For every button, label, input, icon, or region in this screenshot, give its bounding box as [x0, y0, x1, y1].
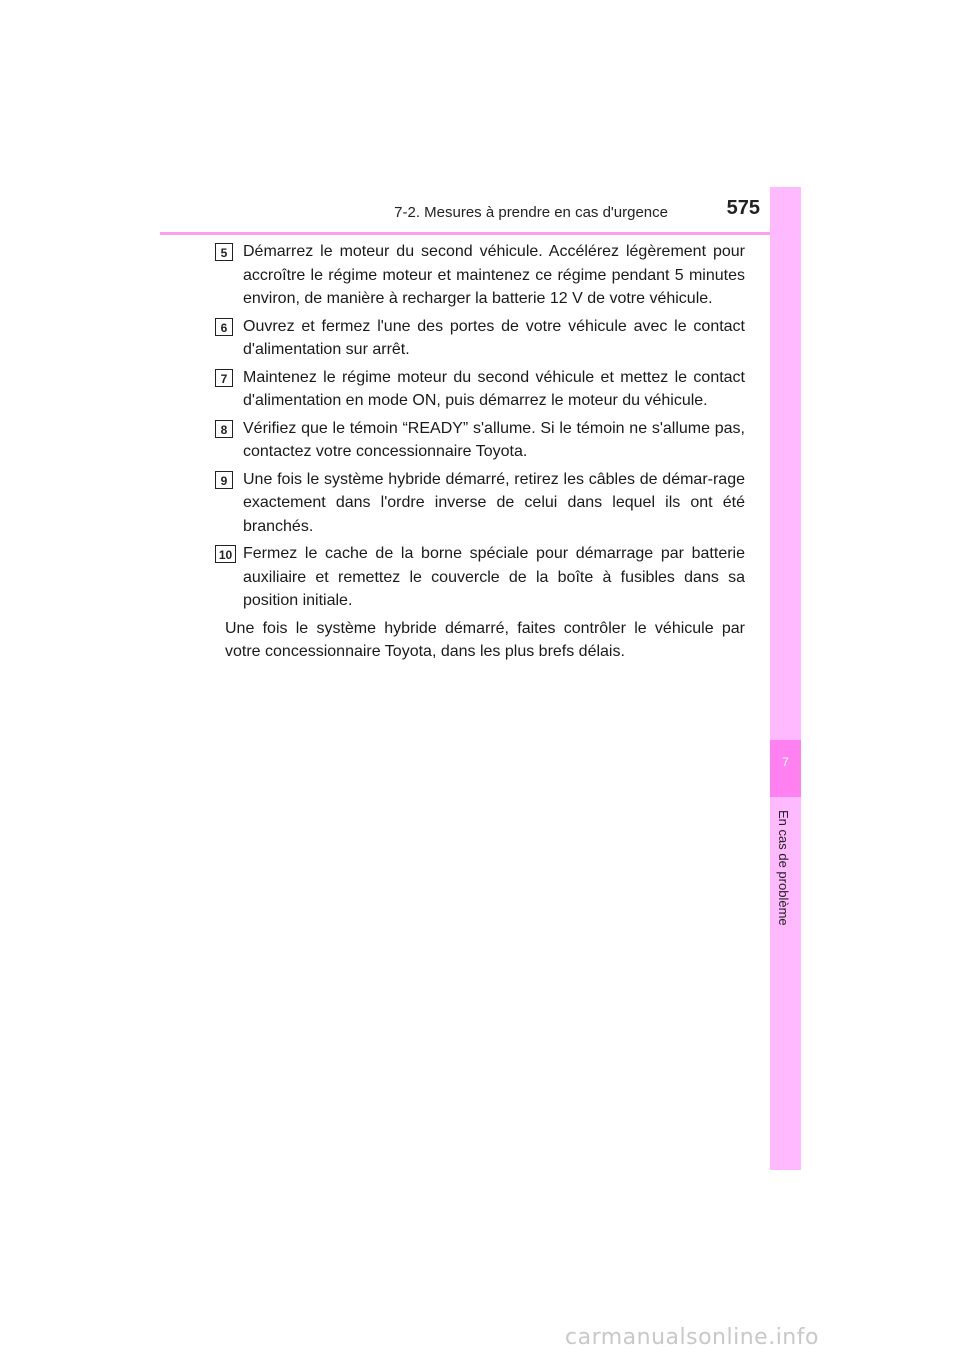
step-text: Maintenez le régime moteur du second véhicule et mettez le contact d'alimentation en mode ON, puis démarrez le moteur du véhicule.	[243, 368, 745, 409]
step-number: 6	[215, 318, 233, 336]
step-6	[215, 315, 745, 362]
step-number: 7	[215, 369, 233, 387]
step-10	[215, 542, 745, 613]
step-text: Fermez le cache de la borne spéciale pour démarrage par batterie auxiliaire et remettez le couvercle de la boîte à fusibles dans sa position initiale.	[243, 545, 745, 609]
section-title: 7-2. Mesures à prendre en cas d'urgence	[394, 204, 668, 221]
page-number: 575	[726, 197, 760, 219]
step-number: 8	[215, 420, 233, 438]
step-text: Vérifiez que le témoin “READY” s'allume. Si le témoin ne s'allume pas, contactez votre concessionnaire Toyota.	[243, 419, 745, 460]
closing-note: Une fois le système hybride démarré, faites contrôler le véhicule par votre concessionnaire Toyota, dans les plus brefs délais.	[225, 619, 745, 660]
step-number: 5	[215, 243, 233, 261]
step-5	[215, 240, 745, 311]
chapter-label: En cas de problème	[776, 810, 791, 926]
step-8	[215, 417, 745, 464]
chapter-side-tab	[770, 187, 801, 1170]
step-number: 9	[215, 471, 233, 489]
chapter-number: 7	[782, 755, 789, 769]
header-rule	[160, 232, 800, 235]
step-7	[215, 366, 745, 413]
page-header	[0, 196, 760, 226]
step-number: 10	[215, 545, 236, 563]
step-9	[215, 468, 745, 539]
step-text: Ouvrez et fermez l'une des portes de votre véhicule avec le contact d'alimentation sur arrêt.	[243, 317, 745, 358]
step-text: Démarrez le moteur du second véhicule. Accélérez légèrement pour accroître le régime moteur et maintenez ce régime pendant 5 minutes environ, de manière à recharger la batterie 12 V de votre véhicule.	[243, 243, 745, 307]
watermark: carmanualsonline.info	[565, 1325, 819, 1350]
step-text: Une fois le système hybride démarré, retirez les câbles de démar-rage exactement dans l'ordre inverse de celui dans lequel ils ont été branchés.	[243, 470, 745, 535]
page-content	[215, 240, 745, 664]
